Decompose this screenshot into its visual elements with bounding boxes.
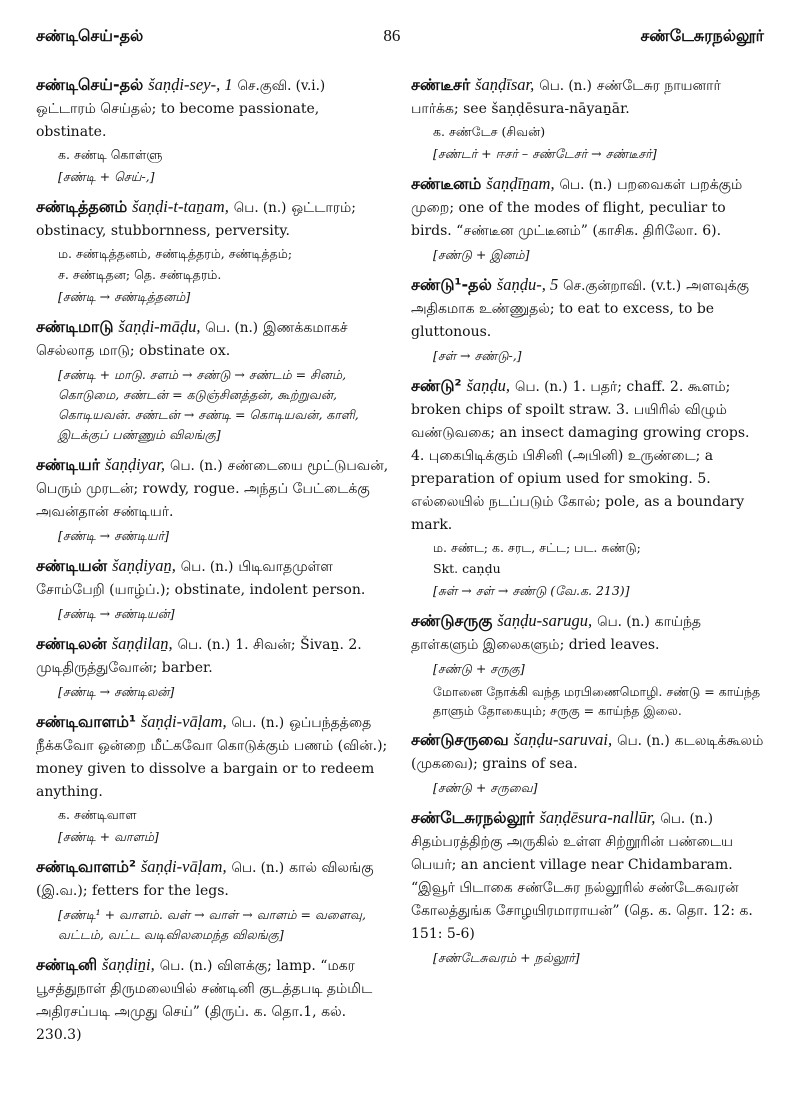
headword: சண்டிமாடு bbox=[36, 317, 114, 336]
dictionary-entry bbox=[411, 375, 764, 601]
entry-main-line bbox=[36, 196, 389, 242]
dictionary-entry bbox=[411, 74, 764, 164]
entry-main-line bbox=[411, 807, 764, 945]
part-of-speech: பெ. (n.) bbox=[559, 177, 613, 193]
headword: சண்டிவாளம்² bbox=[36, 857, 136, 876]
headword: சண்டீனம் bbox=[411, 174, 482, 193]
part-of-speech: செ.குன்றாவி. (v.t.) bbox=[563, 278, 682, 294]
transliteration: šaṇḍi-vāḷam, bbox=[140, 712, 227, 731]
cognate-line: க. சண்டி கொள்ளு bbox=[58, 147, 163, 162]
dictionary-entry bbox=[36, 954, 389, 1046]
etymology: [சண்டி + மாடு. சளம் → சண்டு → சண்டம் = சினம், கொடுமை, சண்டன் = கடுஞ்சினத்தன், கூற்றுவன், கொடியவன். சண்டன் → சண்டி = கொடியவன், காளி, இடக்குப் பண்ணும் விலங்கு] bbox=[58, 367, 359, 442]
definition: பிடிவாதமுள்ள சோம்பேறி (யாழ்ப்.); obstinate, indolent person. bbox=[36, 559, 366, 598]
headword: சண்டியன் bbox=[36, 556, 108, 575]
headword: சண்டித்தனம் bbox=[36, 197, 128, 216]
dictionary-entry bbox=[411, 610, 764, 720]
etymology: [சண்டு + சருகு] bbox=[433, 661, 525, 676]
running-head-left: சண்டிசெய்-தல் bbox=[36, 26, 144, 45]
definition: கால் விலங்கு (இ.வ.); fetters for the legs. bbox=[36, 860, 374, 899]
entry-main-line bbox=[36, 74, 389, 143]
transliteration: šaṇḍu-, 5 bbox=[496, 275, 559, 294]
headword: சண்டினி bbox=[36, 955, 98, 974]
entry-main-line bbox=[411, 274, 764, 343]
part-of-speech: பெ. (n.) bbox=[169, 458, 223, 474]
part-of-speech: பெ. (n.) bbox=[231, 860, 285, 876]
part-of-speech: பெ. (n.) bbox=[539, 78, 592, 94]
headword: சண்டுசருவை bbox=[411, 730, 509, 749]
etymology: [சுள் → சள் → சண்டு (வே.க. 213)] bbox=[433, 583, 630, 598]
dictionary-entry bbox=[411, 274, 764, 366]
etymology: [சண்டு + இனம்] bbox=[433, 247, 530, 262]
headword: சண்டு² bbox=[411, 376, 462, 395]
transliteration: šaṇḍu-saruvai, bbox=[513, 730, 613, 749]
headword: சண்டேசுரநல்லூர் bbox=[411, 808, 535, 827]
definition: 1. பதர்; chaff. 2. கூளம்; broken chips of spoilt straw. 3. பயிரில் விழும் வண்டுவகை; an insect damaging growing crops. 4. புகைபிடிக்கும் பிசினி (அபினி) உருண்டை; a preparation of opium used for smoking. 5. எல்லையில் நடப்படும் கோல்; pole, as a boundary mark. bbox=[411, 379, 750, 533]
entry-main-line bbox=[411, 729, 764, 775]
dictionary-entry bbox=[36, 555, 389, 624]
transliteration: šaṇḍi-vāḷam, bbox=[140, 857, 227, 876]
definition: கடலடிக்கூலம் (முகவை); grains of sea. bbox=[411, 733, 764, 772]
transliteration: šaṇḍiṉi, bbox=[102, 955, 155, 974]
entry-main-line bbox=[411, 74, 764, 120]
right-column bbox=[411, 74, 764, 1055]
definition: இணக்கமாகச் செல்லாத மாடு; obstinate ox. bbox=[36, 320, 348, 359]
transliteration: šaṇḍi-t-taṉam, bbox=[132, 197, 229, 216]
cognate-line: ம. சண்டித்தனம், சண்டித்தரம், சண்டித்தம்; bbox=[58, 246, 293, 261]
dictionary-entry bbox=[36, 856, 389, 945]
transliteration: šaṇḍiyar, bbox=[104, 455, 166, 474]
part-of-speech: பெ. (n.) bbox=[233, 200, 287, 216]
headword: சண்டிவாளம்¹ bbox=[36, 712, 136, 731]
etymology: [சள் → சண்டு-,] bbox=[433, 348, 522, 363]
headword: சண்டீசர் bbox=[411, 75, 471, 94]
etymology: [சண்டி → சண்டித்தனம்] bbox=[58, 289, 191, 304]
dictionary-entry bbox=[36, 711, 389, 847]
transliteration: šaṇḍilaṉ, bbox=[111, 634, 173, 653]
entry-main-line bbox=[411, 610, 764, 656]
entry-main-line bbox=[36, 856, 389, 902]
dictionary-entry bbox=[411, 729, 764, 798]
part-of-speech: பெ. (n.) bbox=[617, 733, 670, 749]
definition: 1. சிவன்; Šivaṉ. 2. முடிதிருத்துவோன்; barber. bbox=[36, 637, 362, 676]
entry-main-line bbox=[36, 711, 389, 803]
part-of-speech: செ.குவி. (v.i.) bbox=[237, 78, 326, 94]
entry-main-line bbox=[36, 954, 389, 1046]
headword: சண்டு¹-தல் bbox=[411, 275, 492, 294]
entry-main-line bbox=[411, 375, 764, 536]
dictionary-entry bbox=[36, 74, 389, 187]
entry-main-line bbox=[36, 316, 389, 362]
cognate-line: க. சண்டிவாள bbox=[58, 807, 137, 822]
part-of-speech: பெ. (n.) bbox=[660, 811, 713, 827]
headword: சண்டிலன் bbox=[36, 634, 107, 653]
dictionary-entry bbox=[36, 454, 389, 546]
dictionary-entry bbox=[411, 173, 764, 265]
entry-main-line bbox=[36, 633, 389, 679]
transliteration: šaṇḍīsar, bbox=[475, 75, 535, 94]
part-of-speech: பெ. (n.) bbox=[180, 559, 234, 575]
definition: ஒட்டாரம் செய்தல்; to become passionate, obstinate. bbox=[36, 101, 320, 140]
transliteration: šaṇḍu-sarugu, bbox=[497, 611, 593, 630]
left-column bbox=[36, 74, 389, 1055]
page-header bbox=[36, 26, 764, 66]
transliteration: šaṇḍiyaṉ, bbox=[112, 556, 176, 575]
definition: காய்ந்த தாள்களும் இலைகளும்; dried leaves. bbox=[411, 614, 702, 653]
etymology: [சண்டேசுவரம் + நல்லூர்] bbox=[433, 950, 580, 965]
dictionary-entry bbox=[411, 807, 764, 968]
transliteration: šaṇḍēsura-nallūr, bbox=[539, 808, 656, 827]
dictionary-entry bbox=[36, 633, 389, 702]
part-of-speech: பெ. (n.) bbox=[231, 715, 285, 731]
etymology: [சண்டி → சண்டியர்] bbox=[58, 528, 169, 543]
part-of-speech: பெ. (n.) bbox=[597, 614, 650, 630]
transliteration: šaṇḍi-sey-, 1 bbox=[148, 75, 233, 94]
part-of-speech: பெ. (n.) bbox=[205, 320, 259, 336]
definition: சிதம்பரத்திற்கு அருகில் உள்ள சிற்றூரின் பண்டைய பெயர்; an ancient village near Chidambaram. “இவூர் பிடாகை சண்டேசுர நல்லூரில் சண்டேசுவரன் கோலத்துங்க சோழயிரமாராயன்” (தெ. க. தொ. 12: க. 151: 5-6) bbox=[411, 834, 753, 942]
usage-note: மோனை நோக்கி வந்த மரபிணைமொழி. சண்டு = காய்ந்த தாளும் தோகையும்; சருகு = காய்ந்த இலை. bbox=[433, 684, 761, 718]
cognate-line: ம. சண்ட; க. சரட, சட்ட; பட. சுண்டு; bbox=[433, 540, 641, 555]
etymology: [சண்டி + செய்-,] bbox=[58, 169, 155, 184]
definition: சண்டேசுர நாயனார் பார்க்க; see šaṇḍēsura-nāyaṉār. bbox=[411, 78, 721, 117]
etymology: [சண்டி + வாளம்] bbox=[58, 829, 159, 844]
etymology: [சண்டி → சண்டிலன்] bbox=[58, 684, 175, 699]
definition: சண்டையை மூட்டுபவன், பெரும் முரடன்; rowdy, rogue. அந்தப் பேட்டைக்கு அவன்தான் சண்டியர். bbox=[36, 458, 389, 520]
definition: அளவுக்கு அதிகமாக உண்ணுதல்; to eat to excess, to be gluttonous. bbox=[411, 278, 750, 340]
running-head-right: சண்டேசுரநல்லூர் bbox=[640, 26, 764, 45]
part-of-speech: பெ. (n.) bbox=[177, 637, 231, 653]
headword: சண்டியர் bbox=[36, 455, 101, 474]
transliteration: šaṇḍi-māḍu, bbox=[118, 317, 201, 336]
entry-columns bbox=[36, 74, 764, 1055]
headword: சண்டிசெய்-தல் bbox=[36, 75, 144, 94]
transliteration: šaṇḍīṉam, bbox=[486, 174, 555, 193]
definition: ஒப்பந்தத்தை நீக்கவோ ஒன்றை மீட்கவோ கொடுக்கும் பணம் (வின்.); money given to dissolve a bargain or to redeem anything. bbox=[36, 715, 388, 800]
cognate-line: ச. சண்டிதன; தெ. சண்டிதரம். bbox=[58, 267, 222, 282]
definition: ஒட்டாரம்; obstinacy, stubbornness, perversity. bbox=[36, 200, 356, 239]
page-number: 86 bbox=[383, 26, 401, 45]
definition: பறவைகள் பறக்கும் முறை; one of the modes of flight, peculiar to birds. “சண்டீன முட்டீனம்” (காசிக. திரிலோ. 6). bbox=[411, 177, 743, 239]
etymology: [சண்டி¹ + வாளம். வள் → வாள் → வாளம் = வளைவு, வட்டம், வட்ட வடிவிலமைந்த விலங்கு] bbox=[58, 907, 366, 942]
definition: விளக்கு; lamp. “மகர பூசத்துநாள் திருமலையில் சண்டினி குடத்தபடி தம்மிட அதிரசப்படி அமுது செய்” (திருப். க. தொ.1, கல். 230.3) bbox=[36, 958, 373, 1043]
dictionary-entry bbox=[36, 316, 389, 445]
etymology: [சண்டு + சருவை] bbox=[433, 780, 538, 795]
part-of-speech: பெ. (n.) bbox=[514, 379, 568, 395]
entry-main-line bbox=[36, 555, 389, 601]
cognate-line: க. சண்டேச (சிவன்) bbox=[433, 124, 546, 139]
part-of-speech: பெ. (n.) bbox=[159, 958, 213, 974]
transliteration: šaṇḍu, bbox=[466, 376, 510, 395]
etymology: [சண்டி → சண்டியன்] bbox=[58, 606, 175, 621]
dictionary-entry bbox=[36, 196, 389, 307]
etymology: [சண்டர் + ஈசர் – சண்டேசர் → சண்டீசர்] bbox=[433, 146, 657, 161]
entry-main-line bbox=[36, 454, 389, 523]
cognate-line: Skt. caṇḍu bbox=[433, 561, 501, 576]
entry-main-line bbox=[411, 173, 764, 242]
headword: சண்டுசருகு bbox=[411, 611, 493, 630]
